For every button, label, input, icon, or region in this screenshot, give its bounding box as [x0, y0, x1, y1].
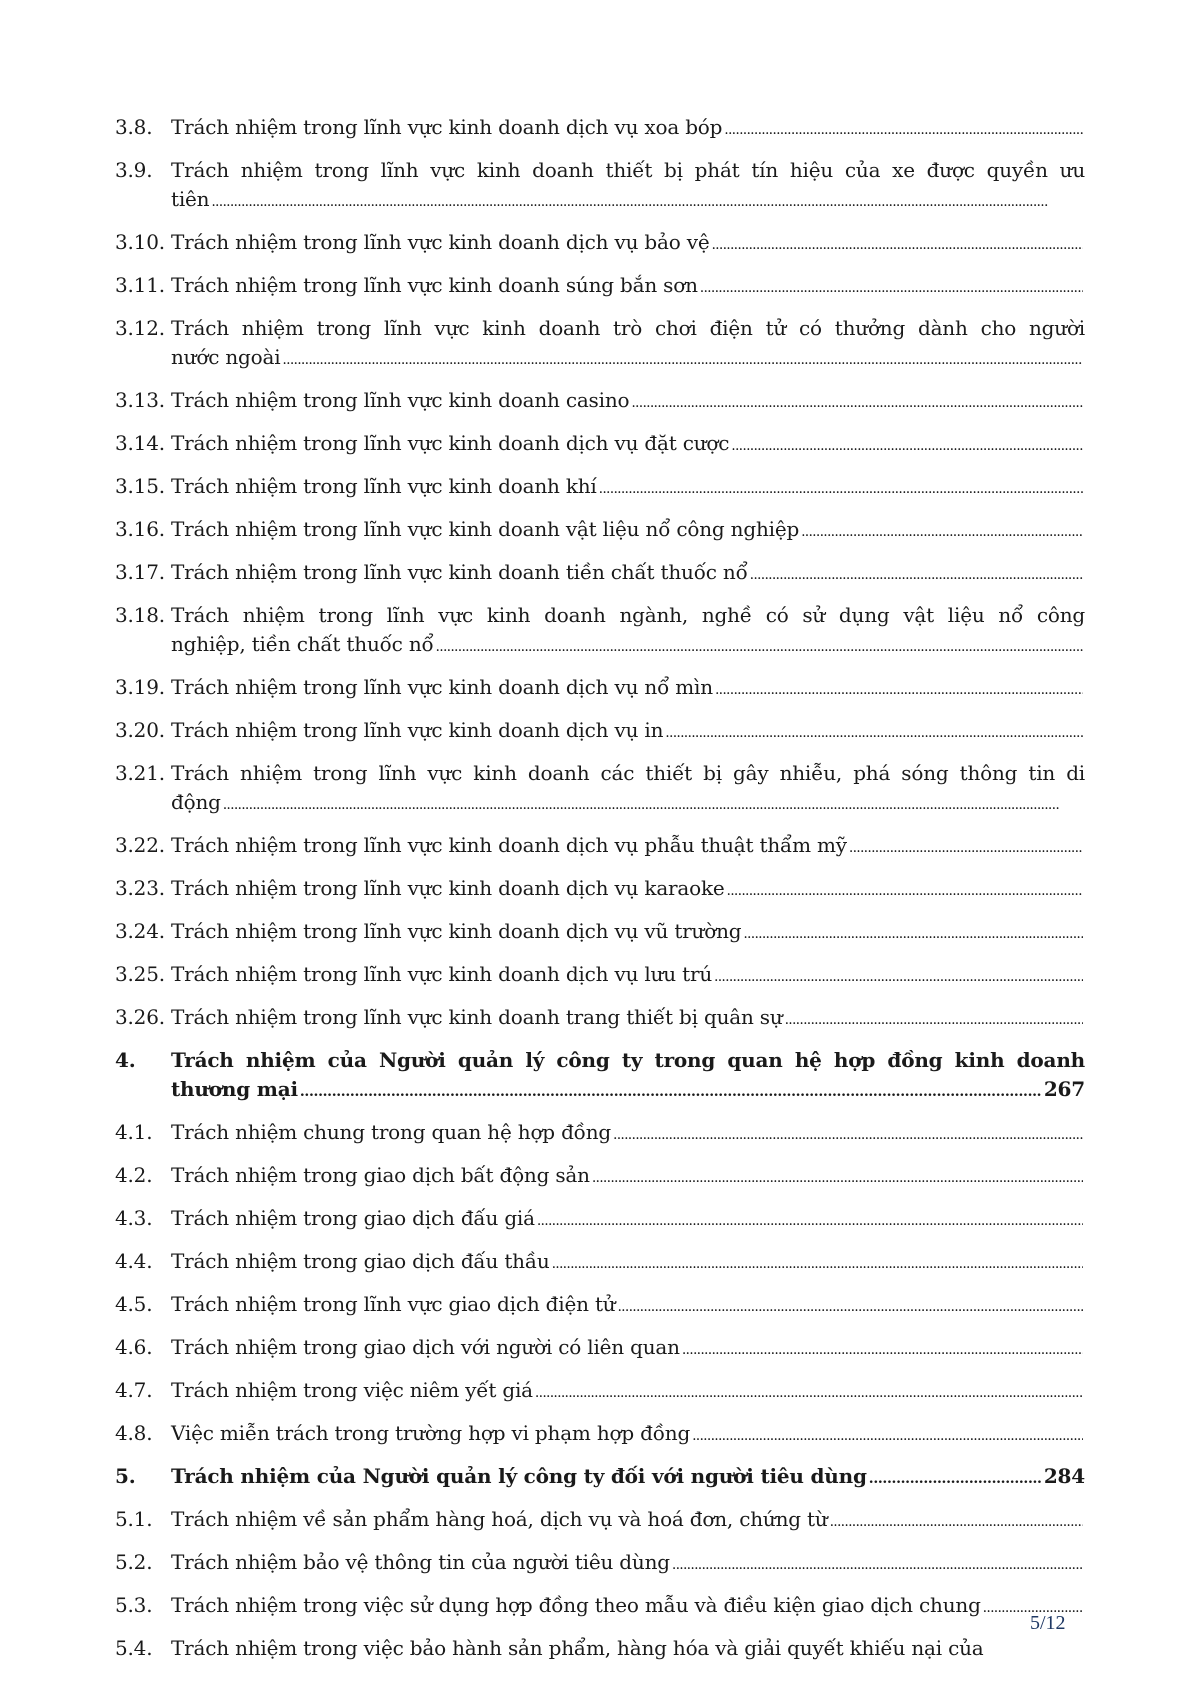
- toc-entry-number: 3.9.: [115, 158, 153, 182]
- toc-entry-number: 3.19.: [115, 675, 165, 699]
- toc-section-heading[interactable]: [115, 1462, 1085, 1494]
- toc-entry[interactable]: [115, 759, 1085, 820]
- toc-entry-number: 5.3.: [115, 1593, 153, 1617]
- toc-entry-number: 3.20.: [115, 718, 165, 742]
- toc-dot-leader: [665, 716, 1083, 748]
- toc-entry[interactable]: [115, 1591, 1085, 1623]
- toc-entry-title: Trách nhiệm trong lĩnh vực giao dịch điện tử: [171, 1292, 616, 1316]
- toc-entry-title: Trách nhiệm trong giao dịch với người có liên quan: [171, 1335, 680, 1359]
- toc-dot-leader: [743, 917, 1083, 949]
- toc-entry[interactable]: [115, 228, 1085, 260]
- toc-entry-number: 3.12.: [115, 316, 165, 340]
- toc-dot-leader: [785, 1003, 1083, 1035]
- toc-dot-leader: [436, 630, 1083, 662]
- toc-entry-title: Trách nhiệm trong lĩnh vực kinh doanh khí: [171, 474, 597, 498]
- toc-dot-leader: [750, 558, 1083, 590]
- toc-entry-number: 4.: [115, 1048, 136, 1072]
- toc-dot-leader: [869, 1462, 1042, 1494]
- toc-dot-leader: [711, 228, 1083, 260]
- toc-entry[interactable]: [115, 1634, 1085, 1663]
- toc-entry[interactable]: [115, 515, 1085, 547]
- toc-dot-leader: [282, 343, 1083, 375]
- toc-entry[interactable]: [115, 314, 1085, 375]
- toc-entry[interactable]: [115, 917, 1085, 949]
- toc-dot-leader: [849, 831, 1083, 863]
- toc-dot-leader: [300, 1075, 1042, 1107]
- toc-entry-title: Trách nhiệm trong lĩnh vực kinh doanh các thiết bị gây nhiễu, phá sóng thông tin di: [171, 761, 1085, 785]
- toc-dot-leader: [617, 1290, 1083, 1322]
- toc-dot-leader: [731, 429, 1083, 461]
- toc-entry-title: nghiệp, tiền chất thuốc nổ: [171, 632, 434, 656]
- toc-dot-leader: [727, 874, 1083, 906]
- toc-entry-number: 5.: [115, 1464, 136, 1488]
- toc-entry-title: Trách nhiệm trong giao dịch đấu thầu: [171, 1249, 550, 1273]
- toc-entry-number: 3.14.: [115, 431, 165, 455]
- toc-dot-leader: [613, 1118, 1083, 1150]
- toc-entry-title: Trách nhiệm trong lĩnh vực kinh doanh ngành, nghề có sử dụng vật liệu nổ công: [171, 603, 1085, 627]
- toc-entry-title: động: [171, 790, 221, 814]
- toc-entry-number: 4.1.: [115, 1120, 153, 1144]
- toc-entry-number: 3.24.: [115, 919, 165, 943]
- toc-entry[interactable]: [115, 558, 1085, 590]
- toc-entry-title: Trách nhiệm chung trong quan hệ hợp đồng: [171, 1120, 611, 1144]
- toc-entry-title: Trách nhiệm của Người quản lý công ty trong quan hệ hợp đồng kinh doanh: [171, 1048, 1085, 1072]
- toc-entry-title: Trách nhiệm trong lĩnh vực kinh doanh dịch vụ đặt cược: [171, 431, 730, 455]
- toc-entry-number: 4.7.: [115, 1378, 153, 1402]
- toc-entry-title: Trách nhiệm trong lĩnh vực kinh doanh trò chơi điện tử có thưởng dành cho người: [171, 316, 1085, 340]
- toc-entry[interactable]: [115, 429, 1085, 461]
- toc-entry[interactable]: [115, 386, 1085, 418]
- toc-entry-title: Trách nhiệm trong giao dịch bất động sản: [171, 1163, 590, 1187]
- toc-entry-title: Trách nhiệm trong việc sử dụng hợp đồng theo mẫu và điều kiện giao dịch chung: [171, 1593, 981, 1617]
- toc-dot-leader: [535, 1376, 1083, 1408]
- toc-entry-title: Trách nhiệm trong lĩnh vực kinh doanh súng bắn sơn: [171, 273, 698, 297]
- toc-dot-leader: [223, 788, 1083, 820]
- toc-entry-title: Trách nhiệm trong lĩnh vực kinh doanh dịch vụ phẫu thuật thẩm mỹ: [171, 833, 847, 857]
- toc-entry-title: Trách nhiệm về sản phẩm hàng hoá, dịch vụ và hoá đơn, chứng từ: [171, 1507, 828, 1531]
- toc-entry-number: 3.25.: [115, 962, 165, 986]
- toc-entry[interactable]: [115, 1118, 1085, 1150]
- toc-entry-title: tiên: [171, 187, 210, 211]
- toc-entry[interactable]: [115, 1290, 1085, 1322]
- toc-dot-leader: [801, 515, 1083, 547]
- toc-entry-number: 4.5.: [115, 1292, 153, 1316]
- toc-entry-number: 3.11.: [115, 273, 165, 297]
- toc-entry[interactable]: [115, 472, 1085, 504]
- toc-entry-title: Trách nhiệm trong lĩnh vực kinh doanh dịch vụ karaoke: [171, 876, 725, 900]
- toc-entry[interactable]: [115, 1247, 1085, 1279]
- toc-dot-leader: [700, 271, 1083, 303]
- toc-entry-number: 4.6.: [115, 1335, 153, 1359]
- toc-entry[interactable]: [115, 1376, 1085, 1408]
- toc-page-number: 267: [1043, 1077, 1085, 1101]
- toc-entry-title: Trách nhiệm trong việc bảo hành sản phẩm, hàng hóa và giải quyết khiếu nại của: [171, 1636, 984, 1660]
- toc-entry-number: 3.13.: [115, 388, 165, 412]
- toc-entry[interactable]: [115, 1333, 1085, 1365]
- toc-entry[interactable]: [115, 601, 1085, 662]
- toc-entry-number: 3.18.: [115, 603, 165, 627]
- toc-entry-title: thương mại: [171, 1077, 298, 1101]
- toc-entry-title: Trách nhiệm trong lĩnh vực kinh doanh dịch vụ xoa bóp: [171, 115, 723, 139]
- toc-entry-number: 4.8.: [115, 1421, 153, 1445]
- toc-entry[interactable]: [115, 271, 1085, 303]
- toc-entry[interactable]: [115, 1204, 1085, 1236]
- toc-entry[interactable]: [115, 156, 1085, 217]
- toc-entry-number: 5.1.: [115, 1507, 153, 1531]
- toc-dot-leader: [552, 1247, 1083, 1279]
- toc-dot-leader: [592, 1161, 1083, 1193]
- toc-entry-number: 3.10.: [115, 230, 165, 254]
- toc-entry-number: 3.8.: [115, 115, 153, 139]
- toc-entry-number: 4.4.: [115, 1249, 153, 1273]
- toc-entry[interactable]: [115, 1003, 1085, 1035]
- toc-dot-leader: [830, 1505, 1083, 1537]
- toc-entry-title: Trách nhiệm trong lĩnh vực kinh doanh thiết bị phát tín hiệu của xe được quyền ưu: [171, 158, 1085, 182]
- toc-entry-number: 5.2.: [115, 1550, 153, 1574]
- toc-entry[interactable]: [115, 1548, 1085, 1580]
- table-of-contents: [115, 113, 1085, 1674]
- toc-entry-title: Trách nhiệm trong lĩnh vực kinh doanh tiền chất thuốc nổ: [171, 560, 748, 584]
- toc-entry-title: Trách nhiệm bảo vệ thông tin của người tiêu dùng: [171, 1550, 670, 1574]
- toc-entry-title: Việc miễn trách trong trường hợp vi phạm hợp đồng: [171, 1421, 691, 1445]
- toc-entry-number: 4.2.: [115, 1163, 153, 1187]
- toc-entry-title: Trách nhiệm trong lĩnh vực kinh doanh vật liệu nổ công nghiệp: [171, 517, 800, 541]
- toc-entry[interactable]: [115, 831, 1085, 863]
- page-number-footer: 5/12: [1030, 1612, 1066, 1634]
- toc-dot-leader: [537, 1204, 1083, 1236]
- toc-dot-leader: [692, 1419, 1083, 1451]
- toc-dot-leader: [724, 113, 1083, 145]
- toc-entry-title: Trách nhiệm trong lĩnh vực kinh doanh dịch vụ in: [171, 718, 664, 742]
- toc-dot-leader: [631, 386, 1083, 418]
- toc-entry-number: 3.21.: [115, 761, 165, 785]
- toc-dot-leader: [599, 472, 1083, 504]
- toc-entry-title: Trách nhiệm trong lĩnh vực kinh doanh dịch vụ lưu trú: [171, 962, 713, 986]
- toc-dot-leader: [714, 960, 1083, 992]
- toc-section-heading[interactable]: [115, 1046, 1085, 1107]
- toc-entry-title: Trách nhiệm trong lĩnh vực kinh doanh dịch vụ bảo vệ: [171, 230, 710, 254]
- toc-entry[interactable]: [115, 1161, 1085, 1193]
- toc-entry[interactable]: [115, 1419, 1085, 1451]
- toc-entry-number: 3.16.: [115, 517, 165, 541]
- toc-entry[interactable]: [115, 673, 1085, 705]
- toc-entry[interactable]: [115, 113, 1085, 145]
- toc-entry-title: nước ngoài: [171, 345, 281, 369]
- toc-dot-leader: [715, 673, 1083, 705]
- toc-entry-title: Trách nhiệm trong lĩnh vực kinh doanh trang thiết bị quân sự: [171, 1005, 783, 1029]
- toc-entry-title: Trách nhiệm trong lĩnh vực kinh doanh dịch vụ vũ trường: [171, 919, 742, 943]
- toc-entry[interactable]: [115, 1505, 1085, 1537]
- toc-entry[interactable]: [115, 960, 1085, 992]
- toc-dot-leader: [211, 185, 1083, 217]
- toc-entry-title: Trách nhiệm trong việc niêm yết giá: [171, 1378, 533, 1402]
- toc-entry-number: 4.3.: [115, 1206, 153, 1230]
- toc-dot-leader: [672, 1548, 1083, 1580]
- toc-entry-number: 3.23.: [115, 876, 165, 900]
- toc-entry-title: Trách nhiệm trong lĩnh vực kinh doanh casino: [171, 388, 630, 412]
- toc-entry[interactable]: [115, 716, 1085, 748]
- toc-entry-number: 3.17.: [115, 560, 165, 584]
- toc-dot-leader: [682, 1333, 1083, 1365]
- toc-entry-number: 3.15.: [115, 474, 165, 498]
- toc-entry-number: 3.26.: [115, 1005, 165, 1029]
- toc-entry[interactable]: [115, 874, 1085, 906]
- toc-entry-title: Trách nhiệm trong lĩnh vực kinh doanh dịch vụ nổ mìn: [171, 675, 713, 699]
- toc-entry-title: Trách nhiệm trong giao dịch đấu giá: [171, 1206, 535, 1230]
- toc-page-number: 284: [1043, 1464, 1085, 1488]
- toc-entry-title: Trách nhiệm của Người quản lý công ty đối với người tiêu dùng: [171, 1464, 867, 1488]
- toc-entry-number: 5.4.: [115, 1636, 153, 1660]
- toc-entry-number: 3.22.: [115, 833, 165, 857]
